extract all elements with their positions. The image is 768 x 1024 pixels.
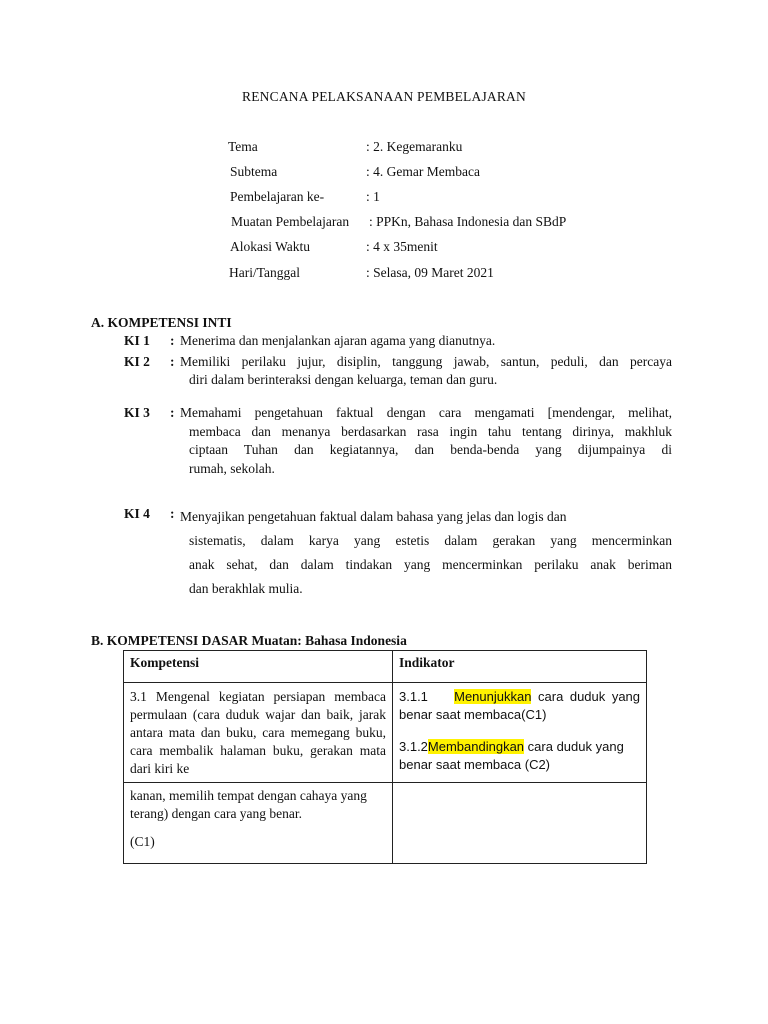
section-heading-b: B. KOMPETENSI DASAR Muatan: Bahasa Indonesia (91, 633, 407, 648)
ki-3-line-4: rumah, sekolah. (189, 460, 275, 476)
section-heading-a: A. KOMPETENSI INTI (91, 315, 232, 330)
table-header-indikator: Indikator (393, 651, 647, 683)
ki-3-line-3: ciptaan Tuhan dan kegiatannya, dan benda-benda yang dijumpainya di (189, 442, 672, 457)
meta-value-alokasi: : 4 x 35menit (366, 239, 438, 254)
ki-4-line-2: sistematis, dalam karya yang estetis dalam gerakan yang mencerminkan (189, 533, 672, 548)
table-cell-kompetensi-2 (124, 783, 393, 864)
kompetensi-level-2: (C1) (130, 834, 155, 849)
ki-1-colon: : (170, 333, 175, 348)
table-row (124, 683, 647, 783)
ki-4-text (180, 505, 672, 601)
meta-label-hari: Hari/Tanggal (229, 265, 301, 280)
ki-2-line-2: diri dalam berinteraksi dengan keluarga, teman dan guru. (189, 372, 498, 387)
meta-label-tema: Tema (228, 139, 258, 154)
indikator-2 (399, 738, 640, 774)
table-row (124, 783, 647, 864)
ki-1-line-1: Menerima dan menjalankan ajaran agama yang dianutnya. (180, 333, 496, 348)
ki-2-label: KI 2 (124, 354, 150, 369)
table-cell-indikator-2 (393, 783, 647, 864)
ki-3-line-1: Memahami pengetahuan faktual dengan cara mengamati [mendengar, melihat, (180, 405, 672, 420)
meta-label-subtema: Subtema (230, 164, 278, 179)
ki-3-label: KI 3 (124, 405, 150, 420)
indikator-1-number: 3.1.1 (399, 689, 428, 704)
meta-value-subtema: : 4. Gemar Membaca (366, 164, 480, 179)
meta-label-alokasi: Alokasi Waktu (230, 239, 311, 254)
ki-2-text (180, 353, 672, 389)
ki-4-line-3: anak sehat, dan dalam tindakan yang mencerminkan perilaku anak beriman (189, 557, 672, 572)
meta-value-hari: : Selasa, 09 Maret 2021 (366, 265, 494, 280)
table-cell-kompetensi-1 (124, 683, 393, 783)
indikator-1 (399, 688, 640, 724)
kompetensi-text-2: kanan, memilih tempat dengan cahaya yang terang) dengan cara yang benar. (130, 788, 367, 821)
indikator-2-keyword: Membandingkan (427, 739, 525, 754)
ki-1-text (180, 332, 672, 350)
ki-1-label: KI 1 (124, 333, 150, 348)
ki-3-text (180, 404, 672, 478)
kompetensi-dasar-table (123, 650, 647, 864)
meta-value-muatan: : PPKn, Bahasa Indonesia dan SBdP (369, 214, 567, 229)
table-cell-indikator-1 (393, 683, 647, 783)
table-header-row (124, 651, 647, 683)
indikator-1-text: cara duduk yang benar saat membaca(C1) (399, 689, 641, 722)
meta-value-tema: : 2. Kegemaranku (366, 139, 463, 154)
indikator-1-keyword: Menunjukkan (454, 689, 532, 704)
meta-value-pembelajaran: : 1 (366, 189, 380, 204)
meta-label-muatan: Muatan Pembelajaran (231, 214, 350, 229)
ki-2-line-1: Memiliki perilaku jujur, disiplin, tanggung jawab, santun, peduli, dan percaya (180, 354, 672, 369)
ki-4-colon: : (170, 506, 175, 521)
page-title: RENCANA PELAKSANAAN PEMBELAJARAN (242, 89, 526, 104)
table-header-kompetensi: Kompetensi (124, 651, 393, 683)
indikator-2-text: cara duduk yang benar saat membaca (C2) (399, 739, 624, 772)
ki-4-line-1: Menyajikan pengetahuan faktual dalam bahasa yang jelas dan logis dan (180, 509, 567, 524)
kompetensi-text-1: 3.1 Mengenal kegiatan persiapan membaca permulaan (cara duduk wajar dan baik, jarak antara mata dan buku, cara memegang buku, cara membalik halaman buku, gerakan mata dari kiri ke (130, 689, 386, 776)
ki-3-colon: : (170, 405, 175, 420)
indikator-2-number: 3.1.2 (399, 739, 428, 754)
ki-4-line-4: dan berakhlak mulia. (189, 581, 303, 596)
ki-4-label: KI 4 (124, 506, 150, 521)
ki-2-colon: : (170, 354, 175, 369)
ki-3-line-2: membaca dan menanya berdasarkan rasa ingin tahu tentang dirinya, makhluk (189, 423, 672, 439)
meta-label-pembelajaran: Pembelajaran ke- (230, 189, 325, 204)
